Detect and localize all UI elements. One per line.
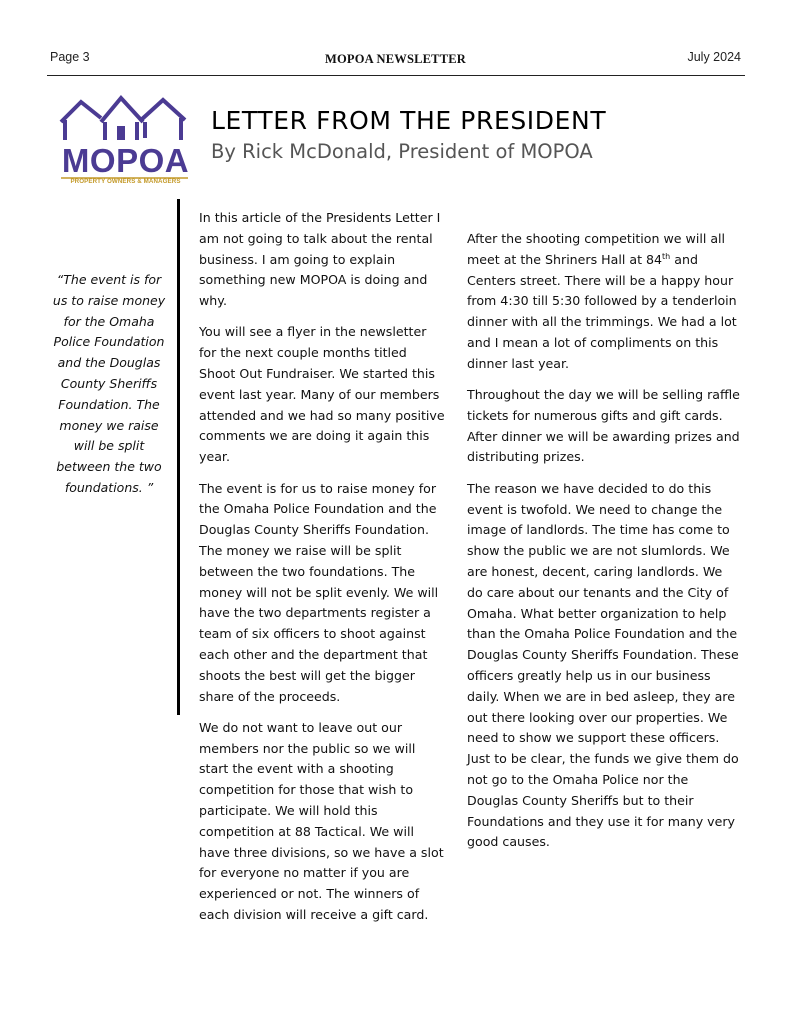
paragraph-reason: The reason we have decided to do this event is twofold. We need to change the image of landlords. The time has come to show the public we are not slumlords. We are honest, decent, caring landlords. We do care about our tenants and the City of Omaha. What better organization to help than the Omaha Police Foundation and the Douglas County Sheriffs Foundation. These officers greatly help us in our business daily. When we are in bed asleep, they are out there looking over our properties. We need to show we support these officers. Just to be clear, the funds we give them do not go to the Omaha Police nor the Douglas County Sheriffs but to their Foundations and they use it for many very good causes. <box>467 480 739 850</box>
paragraph-intro: In this article of the Presidents Letter I am not going to talk about the rental business. I am going to explain something new MOPOA is doing and why. <box>199 210 441 309</box>
issue-date: July 2024 <box>687 50 741 64</box>
paragraph-competition: We do not want to leave out our members nor the public so we will start the event with a shooting competition for those that wish to participate. We will hold this competition at 88 Tactical. We will have three divisions, so we have a slot for everyone no matter if you are experienced or not. The winners of each division will receive a gift card. <box>199 719 444 922</box>
newsletter-title: MOPOA NEWSLETTER <box>324 52 467 66</box>
paragraph-dinner <box>467 229 741 375</box>
logo-tagline: PROPERTY OWNERS & MANAGERS <box>70 178 181 185</box>
pull-quote-divider <box>177 199 180 715</box>
page-number: Page 3 <box>50 50 90 64</box>
paragraph-raffle: Throughout the day we will be selling raffle tickets for numerous gifts and gift cards. After dinner we will be awarding prizes and distributing prizes. <box>467 387 740 465</box>
pull-quote: “The event is for us to raise money for the Omaha Police Foundation and the Douglas County Sheriffs Foundation. The money we raise will be split between the two foundations. ” <box>52 272 166 495</box>
paragraph-event: The event is for us to raise money for the Omaha Police Foundation and the Douglas County Sheriffs Foundation. The money we raise will be split between the two foundations. The money will not be split evenly. We will have the two departments register a team of six officers to shoot against each other and the department that shoots the best will get the bigger share of the proceeds. <box>199 480 439 704</box>
article-column-1 <box>199 208 447 936</box>
dinner-text-b: and Centers street. There will be a happy hour from 4:30 till 5:30 followed by a tenderloin dinner with all the trimmings. We had a lot and I mean a lot of compliments on this dinner last year. <box>467 251 737 371</box>
paragraph-flyer: You will see a flyer in the newsletter for the next couple months titled Shoot Out Fundraiser. We started this event last year. Many of our members attended and we had so many positive comments we are doing it again this year. <box>199 324 445 465</box>
article-column-2 <box>467 229 741 864</box>
logo-wordmark: MOPOA <box>61 142 190 179</box>
dinner-ordinal: th <box>662 251 671 261</box>
header-divider <box>47 75 745 76</box>
article-title: LETTER FROM THE PRESIDENT <box>211 106 607 135</box>
article-byline: By Rick McDonald, President of MOPOA <box>211 140 593 163</box>
dinner-text-a: After the shooting competition we will all meet at the Shriners Hall at 84 <box>467 231 726 267</box>
